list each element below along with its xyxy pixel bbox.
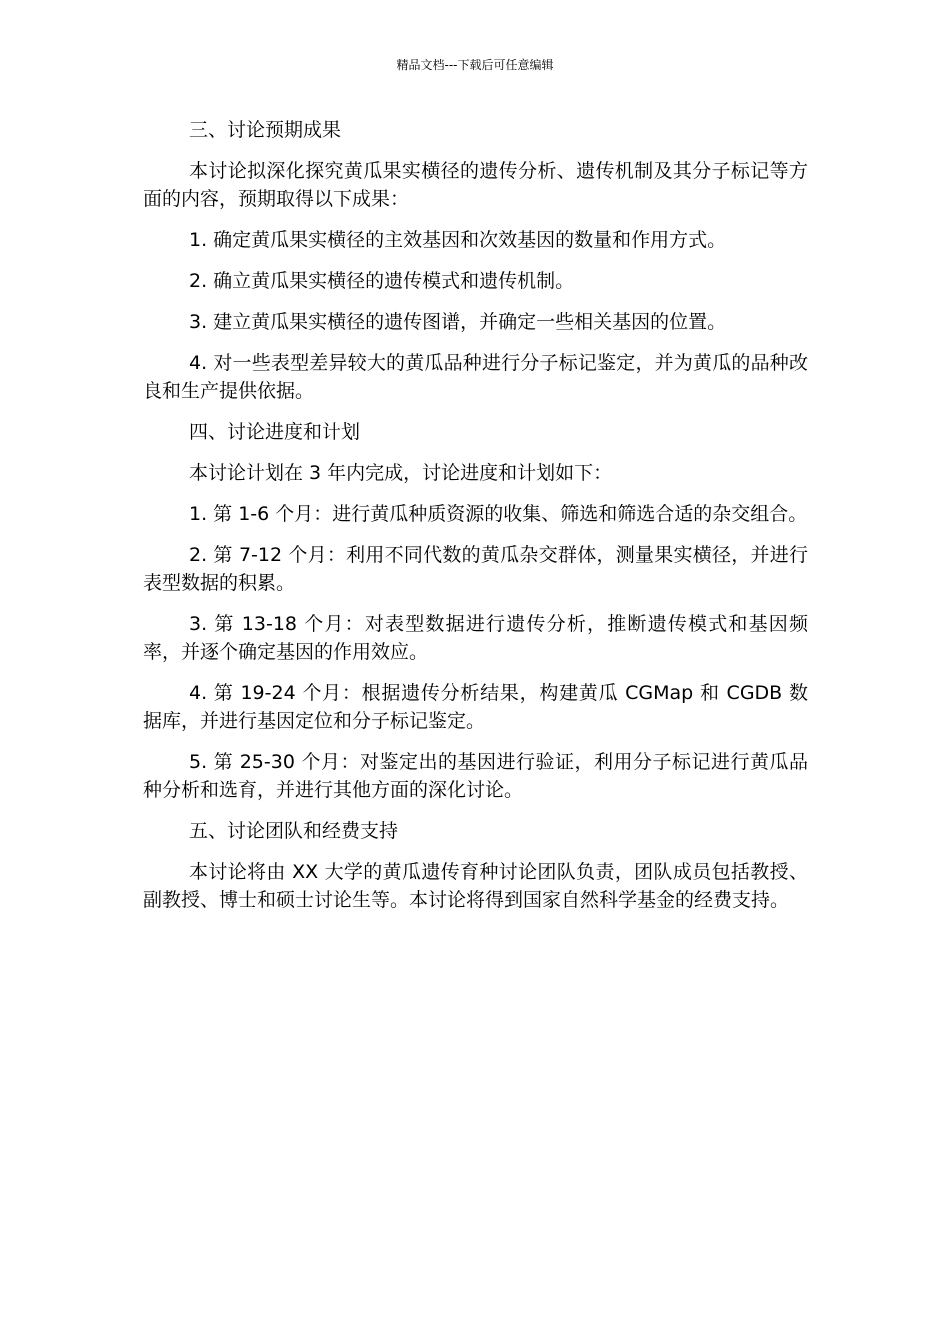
list-item-schedule-4: 4. 第 19-24 个月：根据遗传分析结果，构建黄瓜 CGMap 和 CGDB 数据库，并进行基因定位和分子标记鉴定。: [143, 682, 808, 732]
page-header: 精品文档---下载后可任意编辑: [396, 58, 554, 72]
section-heading-team-funding: 五、讨论团队和经费支持: [189, 820, 399, 842]
section-heading-schedule: 四、讨论进度和计划: [189, 421, 361, 443]
list-item-schedule-1: 1. 第 1-6 个月：进行黄瓜种质资源的收集、筛选和筛选合适的杂交组合。: [189, 503, 808, 525]
list-item-schedule-5: 5. 第 25-30 个月：对鉴定出的基因进行验证，利用分子标记进行黄瓜品种分析和选育，并进行其他方面的深化讨论。: [143, 751, 808, 801]
list-item-result-3: 3. 建立黄瓜果实横径的遗传图谱，并确定一些相关基因的位置。: [189, 311, 727, 333]
paragraph-intro-schedule: 本讨论计划在 3 年内完成，讨论进度和计划如下：: [189, 462, 613, 484]
paragraph-intro-results: 本讨论拟深化探究黄瓜果实横径的遗传分析、遗传机制及其分子标记等方面的内容，预期取得以下成果：: [143, 160, 808, 210]
list-item-result-2: 2. 确立黄瓜果实横径的遗传模式和遗传机制。: [189, 270, 575, 292]
paragraph-team-funding: 本讨论将由 XX 大学的黄瓜遗传育种讨论团队负责，团队成员包括教授、副教授、博士和硕士讨论生等。本讨论将得到国家自然科学基金的经费支持。: [143, 861, 808, 911]
list-item-schedule-3: 3. 第 13-18 个月：对表型数据进行遗传分析，推断遗传模式和基因频率，并逐个确定基因的作用效应。: [143, 613, 808, 663]
list-item-result-4: 4. 对一些表型差异较大的黄瓜品种进行分子标记鉴定，并为黄瓜的品种改良和生产提供依据。: [143, 352, 808, 402]
list-item-schedule-2: 2. 第 7-12 个月：利用不同代数的黄瓜杂交群体，测量果实横径，并进行表型数据的积累。: [143, 544, 808, 594]
section-heading-expected-results: 三、讨论预期成果: [189, 119, 342, 141]
document-body: [143, 116, 808, 914]
list-item-result-1: 1. 确定黄瓜果实横径的主效基因和次效基因的数量和作用方式。: [189, 229, 727, 251]
